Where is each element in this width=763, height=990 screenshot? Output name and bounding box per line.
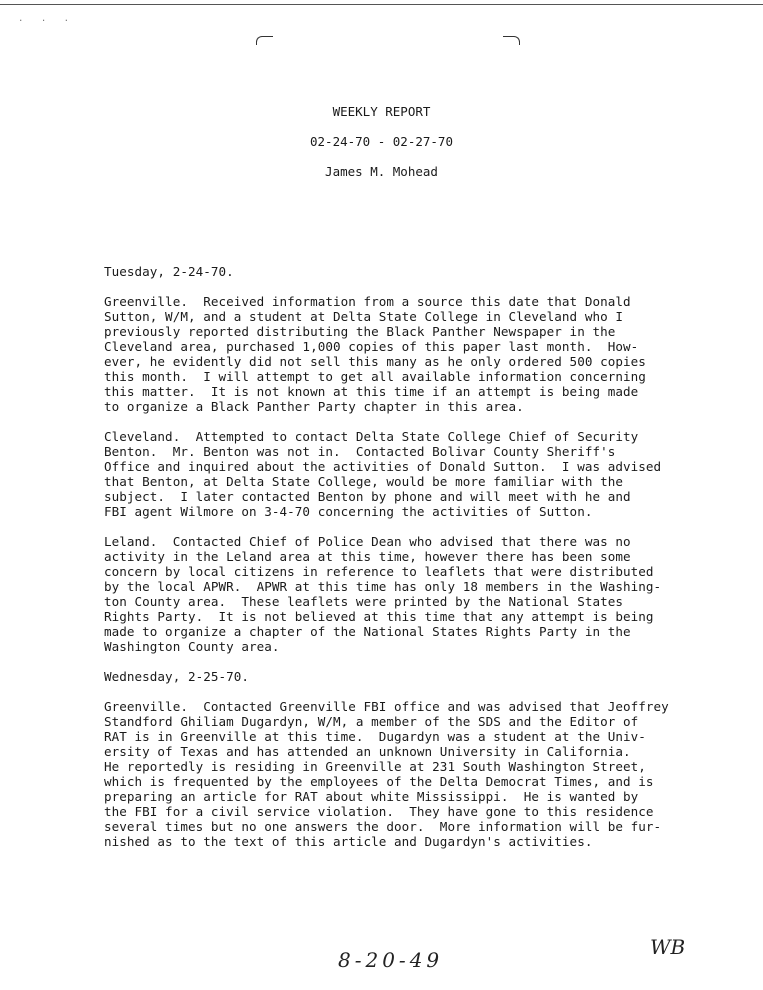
paragraph — [104, 534, 664, 654]
text-line: nished as to the text of this article and Dugardyn's activities. — [104, 834, 593, 849]
text-line: Cleveland area, purchased 1,000 copies of this paper last month. How- — [104, 339, 639, 354]
text-line: the FBI for a civil service violation. They have gone to this residence — [104, 804, 654, 819]
file-number: 8-20-49 — [338, 948, 444, 972]
text-line: RAT is in Greenville at this time. Dugardyn was a student at the Univ- — [104, 729, 646, 744]
text-line: to organize a Black Panther Party chapter in this area. — [104, 399, 524, 414]
text-line: this matter. It is not known at this time if an attempt is being made — [104, 384, 639, 399]
handwritten-initials: WB — [650, 935, 686, 959]
text-line: Office and inquired about the activities of Donald Sutton. I was advised — [104, 459, 662, 474]
page-top-edge — [0, 4, 763, 5]
text-line: which is frequented by the employees of the Delta Democrat Times, and is — [104, 774, 654, 789]
text-line: by the local APWR. APWR at this time has only 18 members in the Washing- — [104, 579, 662, 594]
margin-specks: . . . — [18, 14, 76, 24]
paragraph-gap — [104, 279, 664, 294]
text-line: Rights Party. It is not believed at this time that any attempt is being — [104, 609, 654, 624]
text-line: Benton. Mr. Benton was not in. Contacted Bolivar County Sheriff's — [104, 444, 616, 459]
text-line: Greenville. Received information from a source this date that Donald — [104, 294, 631, 309]
text-line: made to organize a chapter of the National States Rights Party in the — [104, 624, 631, 639]
report-title: WEEKLY REPORT — [332, 104, 431, 119]
date-heading — [104, 264, 664, 279]
hole-punch-mark-right — [503, 36, 520, 45]
text-line: Sutton, W/M, and a student at Delta State College in Cleveland who I — [104, 309, 623, 324]
paragraph-gap — [104, 414, 664, 429]
text-line: FBI agent Wilmore on 3-4-70 concerning the activities of Sutton. — [104, 504, 593, 519]
text-line: Leland. Contacted Chief of Police Dean who advised that there was no — [104, 534, 631, 549]
text-line: concern by local citizens in reference to leaflets that were distributed — [104, 564, 654, 579]
text-line: Greenville. Contacted Greenville FBI office and was advised that Jeoffrey — [104, 699, 669, 714]
text-line: Washington County area. — [104, 639, 280, 654]
hole-punch-mark-left — [256, 36, 273, 45]
text-line: subject. I later contacted Benton by phone and will meet with he and — [104, 489, 631, 504]
paragraph — [104, 429, 664, 519]
text-line: this month. I will attempt to get all available information concerning — [104, 369, 646, 384]
text-line: previously reported distributing the Black Panther Newspaper in the — [104, 324, 616, 339]
paragraph-gap — [104, 684, 664, 699]
text-line: Wednesday, 2-25-70. — [104, 669, 250, 684]
text-line: ersity of Texas and has attended an unknown University in California. — [104, 744, 631, 759]
text-line: activity in the Leland area at this time, however there has been some — [104, 549, 631, 564]
text-line: Cleveland. Attempted to contact Delta State College Chief of Security — [104, 429, 639, 444]
text-line: preparing an article for RAT about white Mississippi. He is wanted by — [104, 789, 639, 804]
text-line: several times but no one answers the door. More information will be fur- — [104, 819, 662, 834]
text-line: Tuesday, 2-24-70. — [104, 264, 234, 279]
report-author: James M. Mohead — [325, 164, 438, 179]
text-line: Standford Ghiliam Dugardyn, W/M, a member of the SDS and the Editor of — [104, 714, 639, 729]
date-heading — [104, 669, 664, 684]
paragraph-gap — [104, 654, 664, 669]
paragraph — [104, 699, 669, 849]
report-period: 02-24-70 - 02-27-70 — [310, 134, 453, 149]
text-line: He reportedly is residing in Greenville at 231 South Washington Street, — [104, 759, 646, 774]
paragraph-gap — [104, 519, 664, 534]
text-line: ever, he evidently did not sell this many as he only ordered 500 copies — [104, 354, 646, 369]
text-line: that Benton, at Delta State College, would be more familiar with the — [104, 474, 623, 489]
text-line: ton County area. These leaflets were printed by the National States — [104, 594, 623, 609]
report-body — [104, 264, 669, 849]
paragraph — [104, 294, 664, 414]
